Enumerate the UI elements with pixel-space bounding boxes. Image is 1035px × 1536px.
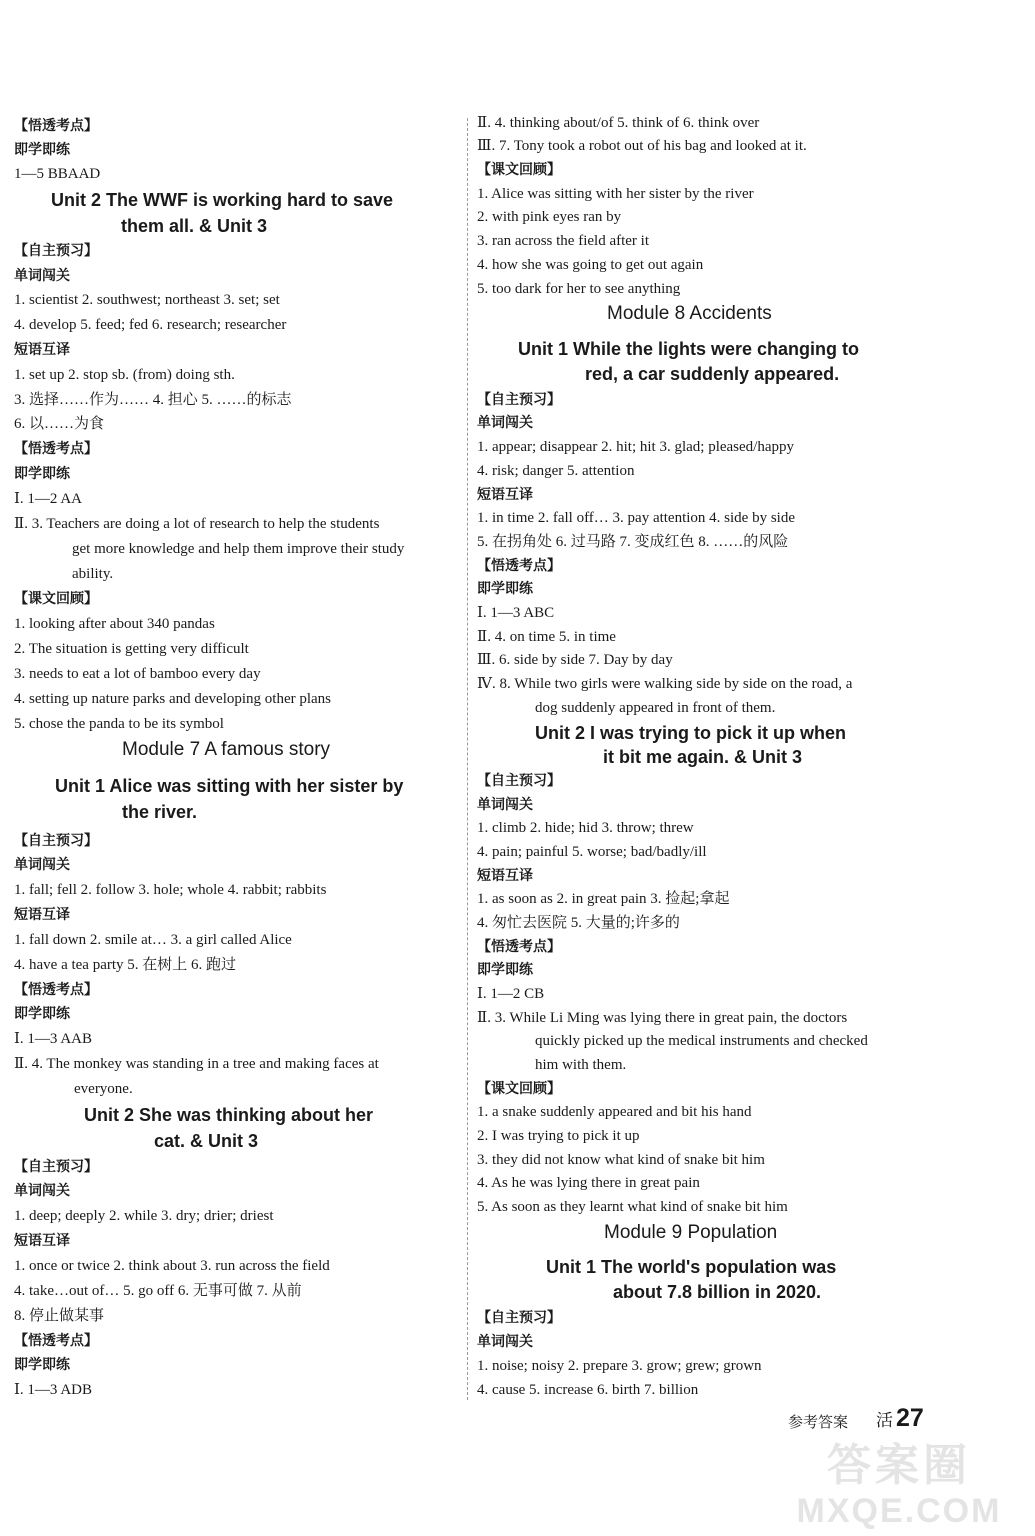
section-tag: 【课文回顾】 xyxy=(477,162,561,178)
subsection-label: 即学即练 xyxy=(14,466,70,482)
answer-line: 1. fall down 2. smile at… 3. a girl called Alice xyxy=(14,932,292,948)
answer-line: 4. risk; danger 5. attention xyxy=(477,463,635,479)
answer-line: 4. setting up nature parks and developing other plans xyxy=(14,691,332,707)
answer-line: 1. fall; fell 2. follow 3. hole; whole 4. rabbit; rabbits xyxy=(14,882,327,898)
footer-book-mark: 活 xyxy=(876,1411,893,1431)
answer-line: 4. have a tea party 5. 在树上 6. 跑过 xyxy=(14,957,237,973)
answer-line: 5. As soon as they learnt what kind of snake bit him xyxy=(477,1199,788,1215)
answer-line: 1. in time 2. fall off… 3. pay attention 4. side by side xyxy=(477,510,796,526)
subsection-label: 短语互译 xyxy=(477,487,533,503)
answer-line-cont: ability. xyxy=(72,566,114,582)
answer-line: 4. As he was lying there in great pain xyxy=(477,1175,700,1191)
subsection-label: 短语互译 xyxy=(477,868,533,884)
section-tag: 【悟透考点】 xyxy=(14,982,98,998)
answer-line: 5. 在拐角处 6. 过马路 7. 变成红色 8. ……的风险 xyxy=(477,534,789,550)
answer-line: 1. a snake suddenly appeared and bit his hand xyxy=(477,1104,752,1120)
module-heading: Module 7 A famous story xyxy=(122,739,331,760)
subsection-label: 单词闯关 xyxy=(14,857,70,873)
answer-line: 3. needs to eat a lot of bamboo every day xyxy=(14,666,261,682)
answer-line: 1—5 BBAAD xyxy=(14,166,101,182)
answer-line: 5. too dark for her to see anything xyxy=(477,281,681,297)
subsection-label: 单词闯关 xyxy=(477,797,533,813)
section-tag: 【悟透考点】 xyxy=(477,558,561,574)
unit-heading: Unit 1 Alice was sitting with her sister by xyxy=(55,776,404,796)
subsection-label: 短语互译 xyxy=(14,342,70,358)
unit-heading: Unit 1 The world's population was xyxy=(546,1257,837,1277)
answer-line: 1. noise; noisy 2. prepare 3. grow; grew; grown xyxy=(477,1358,762,1374)
watermark-logo-text: 答案圈 xyxy=(827,1440,971,1491)
answer-line: 4. develop 5. feed; fed 6. research; researcher xyxy=(14,317,287,333)
subsection-label: 即学即练 xyxy=(477,581,533,597)
answer-line: Ⅰ. 1—3 AAB xyxy=(14,1031,93,1047)
section-tag: 【课文回顾】 xyxy=(14,591,98,607)
answer-line-cont: everyone. xyxy=(74,1081,133,1097)
unit-heading-cont: about 7.8 billion in 2020. xyxy=(613,1282,822,1302)
answer-line: 5. chose the panda to be its symbol xyxy=(14,716,224,732)
unit-heading-cont: it bit me again. & Unit 3 xyxy=(603,747,803,767)
unit-heading: Unit 2 She was thinking about her xyxy=(84,1105,374,1125)
answer-line: 1. as soon as 2. in great pain 3. 捡起;拿起 xyxy=(477,891,730,907)
footer-label: 参考答案 xyxy=(788,1413,849,1431)
column-divider xyxy=(467,118,468,1400)
answer-line: Ⅱ. 3. Teachers are doing a lot of research to help the students xyxy=(14,516,380,532)
answer-line: 1. looking after about 340 pandas xyxy=(14,616,215,632)
answer-line: 4. cause 5. increase 6. birth 7. billion xyxy=(477,1382,699,1398)
module-heading: Module 8 Accidents xyxy=(607,303,772,324)
section-tag: 【课文回顾】 xyxy=(477,1081,561,1097)
section-tag: 【悟透考点】 xyxy=(14,118,98,134)
section-tag: 【自主预习】 xyxy=(14,1159,98,1175)
unit-heading: Unit 2 I was trying to pick it up when xyxy=(535,723,847,743)
answer-line: 4. take…out of… 5. go off 6. 无事可做 7. 从前 xyxy=(14,1283,302,1299)
subsection-label: 单词闯关 xyxy=(14,268,70,284)
answer-line: Ⅰ. 1—2 AA xyxy=(14,491,83,507)
answer-line: Ⅱ. 3. While Li Ming was lying there in great pain, the doctors xyxy=(477,1010,848,1026)
section-tag: 【自主预习】 xyxy=(477,1310,561,1326)
unit-heading-cont: cat. & Unit 3 xyxy=(154,1131,259,1151)
subsection-label: 短语互译 xyxy=(14,907,70,923)
subsection-label: 短语互译 xyxy=(14,1233,70,1249)
answer-line: Ⅳ. 8. While two girls were walking side by side on the road, a xyxy=(477,676,853,692)
answer-line: 2. with pink eyes ran by xyxy=(477,209,622,225)
section-tag: 【悟透考点】 xyxy=(14,1333,98,1349)
answer-line: 1. Alice was sitting with her sister by the river xyxy=(477,186,754,202)
section-tag: 【自主预习】 xyxy=(477,773,561,789)
answer-line: 4. how she was going to get out again xyxy=(477,257,704,273)
subsection-label: 单词闯关 xyxy=(477,1334,533,1350)
answer-line: 8. 停止做某事 xyxy=(14,1308,105,1324)
answer-line: Ⅱ. 4. on time 5. in time xyxy=(477,629,616,645)
unit-heading-cont: red, a car suddenly appeared. xyxy=(585,364,840,384)
answer-line: Ⅲ. 7. Tony took a robot out of his bag and looked at it. xyxy=(477,138,807,154)
answer-line: Ⅰ. 1—2 CB xyxy=(477,986,545,1002)
subsection-label: 即学即练 xyxy=(477,962,533,978)
section-tag: 【悟透考点】 xyxy=(477,939,561,955)
subsection-label: 即学即练 xyxy=(14,1357,70,1373)
answer-line: 1. appear; disappear 2. hit; hit 3. glad; pleased/happy xyxy=(477,439,794,455)
unit-heading: Unit 2 The WWF is working hard to save xyxy=(51,190,394,210)
answer-line: 3. ran across the field after it xyxy=(477,233,650,249)
section-tag: 【自主预习】 xyxy=(477,392,561,408)
answer-line: Ⅱ. 4. The monkey was standing in a tree and making faces at xyxy=(14,1056,379,1072)
answer-line: 6. 以……为食 xyxy=(14,416,105,432)
unit-heading-cont: the river. xyxy=(122,802,198,822)
watermark-url: MXQE.COM xyxy=(796,1492,1002,1530)
answer-line: 4. pain; painful 5. worse; bad/badly/ill xyxy=(477,844,707,860)
answer-line-cont: him with them. xyxy=(535,1057,627,1073)
page-number: 27 xyxy=(896,1404,924,1432)
answer-line: 4. 匆忙去医院 5. 大量的;许多的 xyxy=(477,915,680,931)
answer-line: 3. they did not know what kind of snake bit him xyxy=(477,1152,765,1168)
answer-line: Ⅰ. 1—3 ADB xyxy=(14,1382,93,1398)
subsection-label: 即学即练 xyxy=(14,142,70,158)
section-tag: 【自主预习】 xyxy=(14,833,98,849)
subsection-label: 单词闯关 xyxy=(477,415,533,431)
watermark xyxy=(770,1440,1028,1532)
answer-line: Ⅱ. 4. thinking about/of 5. think of 6. think over xyxy=(477,115,760,131)
answer-line: 2. I was trying to pick it up xyxy=(477,1128,640,1144)
answer-line: 1. once or twice 2. think about 3. run across the field xyxy=(14,1258,330,1274)
unit-heading: Unit 1 While the lights were changing to xyxy=(518,339,860,359)
answer-line: Ⅰ. 1—3 ABC xyxy=(477,605,555,621)
section-tag: 【自主预习】 xyxy=(14,243,98,259)
answer-line: 1. deep; deeply 2. while 3. dry; drier; driest xyxy=(14,1208,274,1224)
subsection-label: 即学即练 xyxy=(14,1006,70,1022)
answer-line-cont: get more knowledge and help them improve their study xyxy=(72,541,405,557)
answer-line-cont: dog suddenly appeared in front of them. xyxy=(535,700,776,716)
answer-line: 3. 选择……作为…… 4. 担心 5. ……的标志 xyxy=(14,392,292,408)
answer-line-cont: quickly picked up the medical instruments and checked xyxy=(535,1033,868,1049)
module-heading: Module 9 Population xyxy=(604,1222,778,1243)
answer-line: 1. scientist 2. southwest; northeast 3. set; set xyxy=(14,292,280,308)
answer-line: 1. set up 2. stop sb. (from) doing sth. xyxy=(14,367,235,383)
answer-line: Ⅲ. 6. side by side 7. Day by day xyxy=(477,652,673,668)
answer-line: 2. The situation is getting very difficult xyxy=(14,641,249,657)
unit-heading-cont: them all. & Unit 3 xyxy=(121,216,268,236)
subsection-label: 单词闯关 xyxy=(14,1183,70,1199)
answer-line: 1. climb 2. hide; hid 3. throw; threw xyxy=(477,820,694,836)
section-tag: 【悟透考点】 xyxy=(14,441,98,457)
